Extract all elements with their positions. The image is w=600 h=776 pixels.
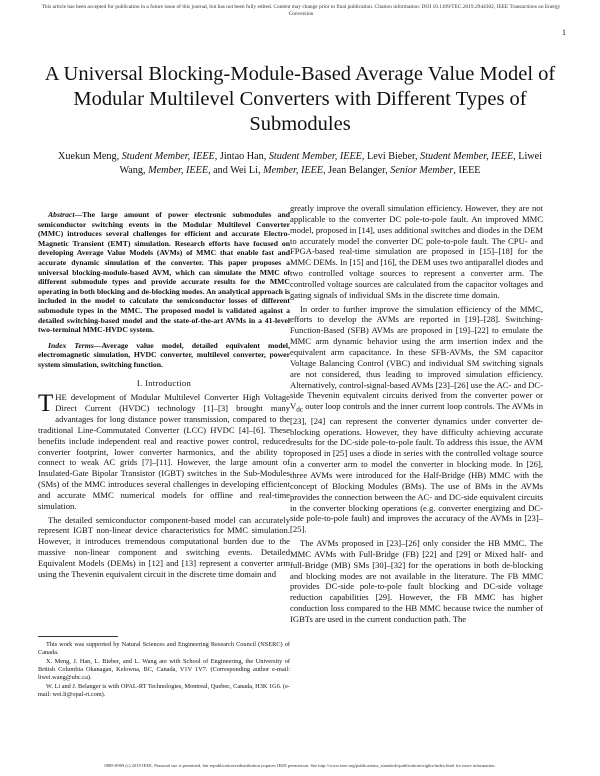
drop-cap: T (38, 390, 54, 418)
paragraph-text: In order to further improve the simulation efficiency of the MMC, efforts to develop the AVMs are reported in [19]–[28]. Switching-Function-Based (SFB) AVMs are proposed in [19]–[22] to emulate the MMC arm dynamic behavior using the arm insertion index and the equivalent arm capacitance. In these SFB-AVMs, the SM capacitor Voltage Balancing Control (VBC) and individual SM switching signals are not considered, thus leading to improved simulation efficiency. Alternatively, control-signal-based AVMs [23]–[26] use the AC- and DC-side Thevenin equivalent circuits derived from the converter power or V (290, 303, 543, 412)
intro-paragraph-3: greatly improve the overall simulation efficiency. However, they are not applicable to the converter DC pole-to-pole fault. An improved MMC model, proposed in [14], uses additional switches and diodes in the DEM to accurately model the converter DC pole-to-pole fault. The CPU- and FPGA-based real-time simulation are proposed in [15]–[18] for the MMC DEMs. In [15] and [16], the DEM uses two antiparallel diodes and two controlled voltage sources to represent a converter arm. The controlled voltage sources are calculated from the capacitor voltages and gating signals of individual SMs in the discrete time domain. (290, 203, 543, 300)
author-membership: Member, IEEE (263, 164, 324, 176)
footnote-affiliation-2: W. Li and J. Belanger is with OPAL-RT Technologies, Montreal, Quebec, Canada, H3K 1G6. (e-mail: wei.li@opal-rt.com). (38, 683, 290, 698)
paragraph-text: HE development of Modular Multilevel Converter High Voltage Direct Current (HVDC) technology [1]–[3] brought many advantages for long distance power transmission, compared to the traditional Line-Commutated Converter (LCC) HVDC [4]–[6]. These benefits include independent real and reactive power control, reduced converter footprint, lower converter harmonics, and the ability to connect to weak AC grids [7]–[11]. However, the large amount of Insulated-Gate Bipolar Transistor (IGBT) switches in the Sub-Modules (SMs) of the MMC introduces several challenges in developing efficient and accurate MMC numerical models for offline and real-time simulation. (38, 392, 290, 511)
author-separator: , IEEE (453, 164, 481, 176)
author-membership: Student Member, IEEE (268, 151, 362, 162)
author-list (52, 150, 548, 177)
footnote-rule (38, 636, 118, 637)
intro-paragraph-4 (290, 304, 543, 535)
index-terms-text: —Average value model, detailed equivalent model, electromagnetic simulation, HVDC converter, multilevel converter, power system simulation, switching function. (38, 340, 290, 369)
intro-paragraph-5: The AVMs proposed in [23]–[26] only consider the HB MMC. The MMC AVMs with Full-Bridge (FB) [22] and [29] or Mixed half- and full-Bridge (MB) SMs [30]–[32] for the operations in both de-blocking and blocking modes are not available in the literature. The FB MMC provides DC-side pole-to-pole fault blocking and DC-side voltage reduction capabilities [29]. However, the FB MMC has higher conduction loss compared to the HB MMC because twice the number of IGBTs are used in the current conduction path. The (290, 538, 543, 624)
left-column (38, 210, 290, 583)
footnotes (38, 636, 290, 700)
paper-title: A Universal Blocking-Module-Based Average Value Model of Modular Multilevel Converters with Different Types of Submodules (44, 63, 556, 135)
right-column (290, 203, 543, 628)
abstract-label: Abstract (48, 210, 75, 219)
author-membership: Senior Member (390, 164, 454, 176)
index-terms-label: Index Terms (48, 340, 94, 350)
paragraph-text: outer loop controls and the inner current loop controls. The AVMs in [23], [24] can represent the converter dynamics under converter de-blocking operations. However, they have difficulty achieving accurate results for the DC-side pole-to-pole fault. To address this issue, the AVM proposed in [25] uses a diode in series with the controlled voltage source in a converter arm to model the converter in blocking mode. In [26], three AVMs were introduced for the Half-Bridge (HB) MMC with the concept of Blocking Modules (BMs). The use of BMs in the AVMs provides the connection between the AC- and DC-side equivalent circuits in the converter blocking operations (e.g. converter energizing and DC-side pole-to-pole fault) and improves the accuracy of the AVMs in [23]–[25]. (290, 401, 543, 535)
author-name: Levi Bieber, (366, 151, 421, 162)
author-membership: Student Member, IEEE (420, 151, 514, 162)
author-separator: , (208, 164, 214, 176)
intro-paragraph-2: The detailed semiconductor component-based model can accurately represent IGBT non-linear device characteristics for MMC simulation. However, it introduces tremendous computational burden due to the massive non-linear component and switching events. Detailed Equivalent Models (DEMs) in [12] and [13] represent a converter arm using the Thevenin equivalent circuit in the discrete time domain and (38, 514, 290, 579)
abstract (38, 210, 290, 335)
author-separator: , (513, 151, 519, 162)
journal-banner: This article has been accepted for publication in a future issue of this journal, but has not been fully edited. Content may change prior to final publication. Citation information: DOI 10.1109/TEC.2019.2944302, IEEE Transactions on Energy Conversion (41, 4, 561, 17)
author-separator: , (214, 151, 220, 162)
author-name: and Wei Li, (213, 164, 264, 176)
author-name: Liwei Wang, (119, 151, 542, 176)
page-number: 1 (562, 28, 566, 37)
author-name: Xuekun Meng, (58, 151, 122, 162)
footnote-funding: This work was supported by Natural Sciences and Engineering Research Council (NSERC) of Canada. (38, 641, 290, 656)
footnote-affiliation-1: X. Meng, J. Han, L. Bieber, and L. Wang are with School of Engineering, the University of British Columbia Okanagan, Kelowna, BC, Canada, V1V 1V7. (Corresponding author e-mail: liwei.wang@ubc.ca). (38, 658, 290, 681)
author-name: Jean Belanger, (328, 164, 391, 176)
section-heading: I. Introduction (136, 377, 192, 388)
author-separator: , (323, 164, 329, 176)
subscript-dc: dc (296, 405, 303, 414)
index-terms (38, 341, 290, 370)
copyright-footer: 0885-8969 (c) 2019 IEEE. Personal use is permitted, but republication/redistribution requires IEEE permission. See http://www.ieee.org/publications_standards/publications/rights/index.html for more information. (104, 763, 496, 768)
author-name: Jintao Han, (219, 151, 269, 162)
intro-paragraph-1 (38, 392, 290, 511)
author-membership: Member, IEEE (148, 164, 209, 176)
author-membership: Student Member, IEEE (121, 151, 215, 162)
author-separator: , (361, 151, 367, 162)
abstract-text: —The large amount of power electronic submodules and semiconductor switching events in the Modular Multilevel Converter (MMC) introduces several challenges for efficient and accurate Electro-Magnetic Transient (EMT) simulation. Research efforts have focused on developing Average Value Models (AVMs) of MMC that enable fast and accurate dynamic simulation of the converter. This paper proposes a universal blocking-module-based AVM, which can simulate the MMC of different submodule types and provide accurate results for the MMC operating in both blocking and de-blocking modes. An analytical approach is included in the model to calculate the semiconductor losses of different submodule types in the MMC. The proposed model is validated against a detailed switching-based model and the state-of-the-art AVMs in a 41-level two-terminal MMC-HVDC system. (38, 210, 290, 335)
